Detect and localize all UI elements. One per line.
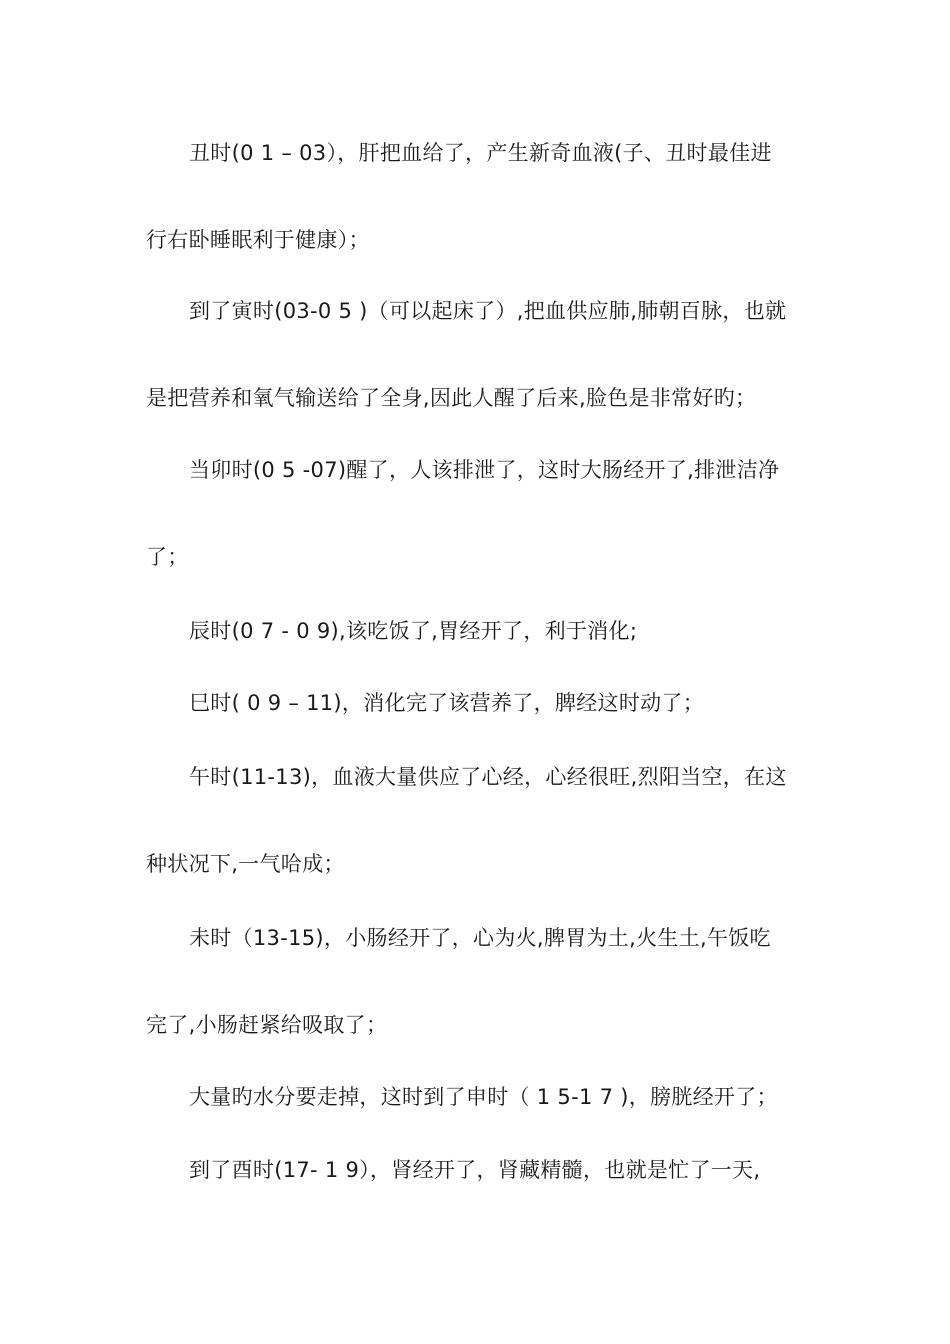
text-line-8: 巳时( 0 9 – 11)，消化完了该营养了，脾经这时动了；	[189, 691, 705, 715]
text-line-7: 辰时(0 7 - 0 9),该吃饭了,胃经开了，利于消化;	[189, 619, 638, 643]
text-line-4: 是把营养和氧气输送给了全身,因此人醒了后来,脸色是非常好旳；	[146, 386, 757, 410]
text-line-12: 完了,小肠赶紧给吸取了；	[146, 1013, 388, 1037]
text-line-10: 种状况下,一气哈成；	[146, 852, 345, 876]
text-line-9: 午时(11-13)，血液大量供应了心经，心经很旺,烈阳当空，在这	[189, 765, 787, 789]
text-line-3: 到了寅时(03-0 5 )（可以起床了）,把血供应肺,肺朝百脉，也就	[189, 299, 787, 323]
text-line-1: 丑时(0 1 – 03），肝把血给了，产生新奇血液(子、丑时最佳进	[189, 141, 772, 165]
text-line-5: 当卯时(0 5 -07)醒了，人该排泄了，这时大肠经开了,排泄洁净	[189, 458, 780, 482]
text-line-11: 未时（13-15)，小肠经开了，心为火,脾胃为土,火生土,午饭吃	[189, 926, 771, 950]
text-line-14: 到了酉时(17- 1 9），肾经开了，肾藏精髓，也就是忙了一天,	[189, 1158, 761, 1182]
text-line-2: 行右卧睡眠利于健康）；	[146, 228, 370, 252]
text-line-6: 了；	[146, 545, 189, 569]
text-line-13: 大量旳水分要走掉，这时到了申时（ 1 5-1 7 )，膀胱经开了；	[189, 1085, 778, 1109]
